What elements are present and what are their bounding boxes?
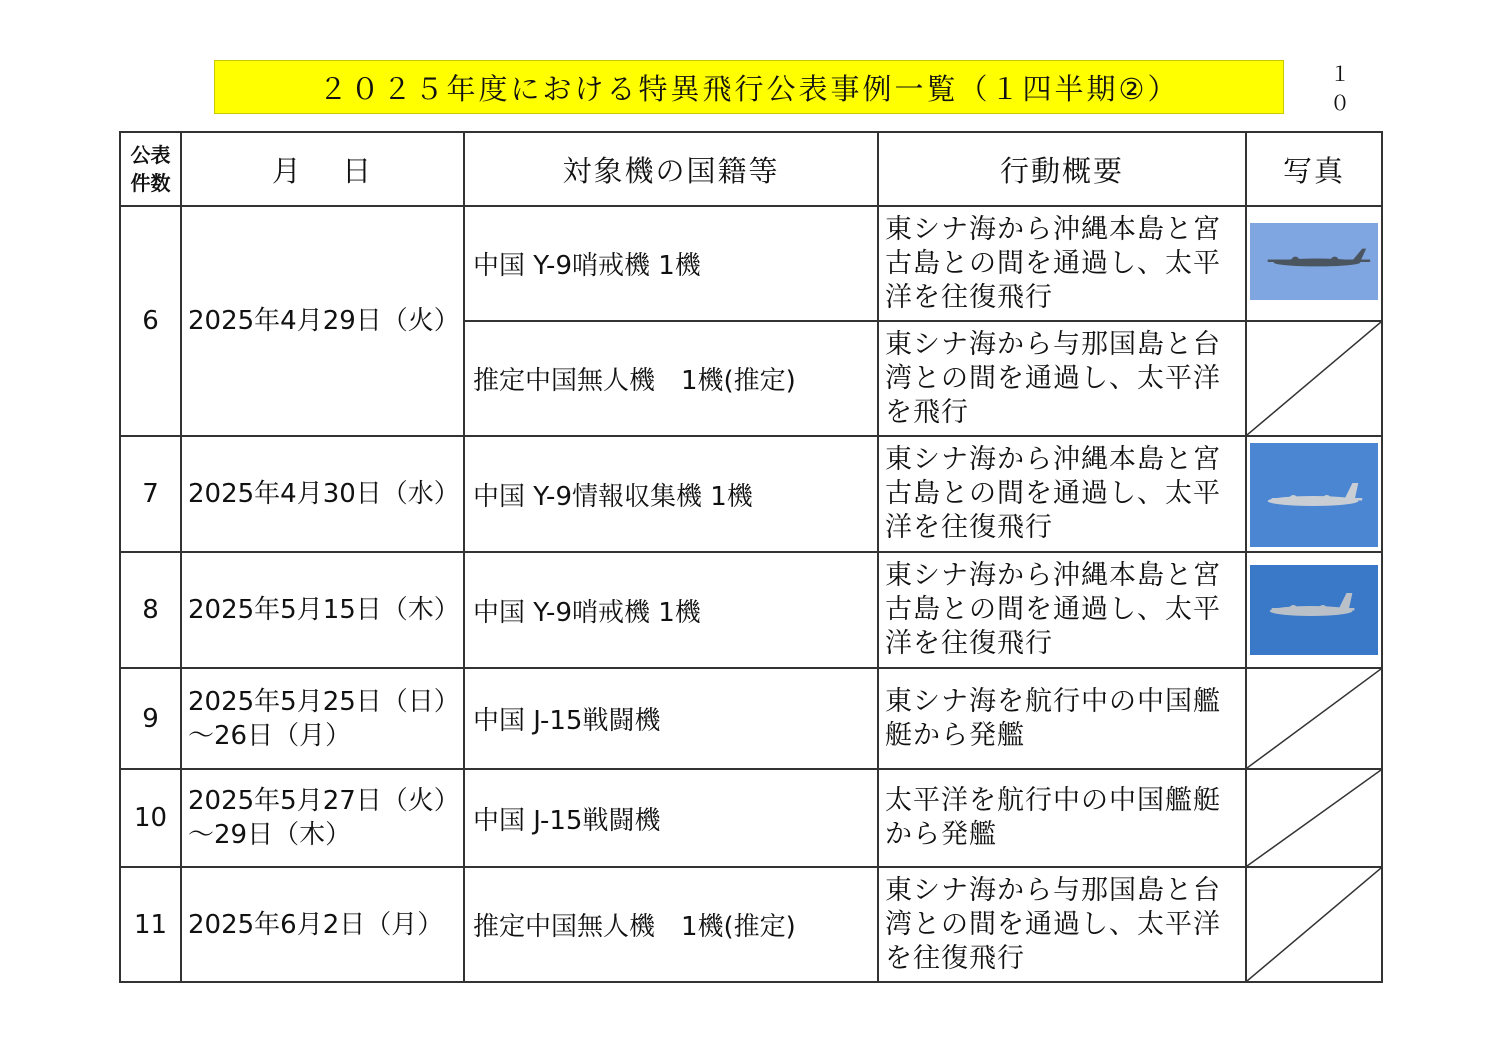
row-photo-empty (1246, 769, 1382, 867)
row-date: 2025年4月29日（火） (181, 206, 464, 436)
no-photo-slash (1247, 669, 1381, 768)
row-aircraft: 中国 Y-9哨戒機 1機 (464, 552, 878, 668)
row-number: 8 (120, 552, 181, 668)
row-action: 東シナ海から沖縄本島と宮古島との間を通過し、太平洋を往復飛行 (878, 552, 1246, 668)
row-action: 東シナ海から沖縄本島と宮古島との間を通過し、太平洋を往復飛行 (878, 436, 1246, 552)
aircraft-photo (1250, 565, 1378, 655)
row-aircraft: 中国 Y-9哨戒機 1機 (464, 206, 878, 321)
header-action: 行動概要 (878, 132, 1246, 206)
aircraft-photo-image (1250, 223, 1378, 300)
header-count-line1: 公表 (130, 143, 171, 167)
aircraft-photo-image (1250, 443, 1378, 547)
table-row (120, 552, 1382, 668)
row-photo (1246, 552, 1382, 668)
row-action: 太平洋を航行中の中国艦艇から発艦 (878, 769, 1246, 867)
row-date-line1: 2025年5月25日（日） (188, 686, 460, 717)
table-row (120, 206, 1382, 321)
row-photo-empty (1246, 321, 1382, 436)
table-row (120, 436, 1382, 552)
row-action: 東シナ海から与那国島と台湾との間を通過し、太平洋を往復飛行 (878, 867, 1246, 982)
row-photo (1246, 206, 1382, 321)
header-date-month: 月 (271, 153, 303, 188)
row-date: 2025年5月15日（木） (181, 552, 464, 668)
header-date (181, 132, 464, 206)
no-photo-slash (1247, 322, 1381, 435)
page-number: １０ (1330, 62, 1356, 115)
header-count (120, 132, 181, 206)
row-action: 東シナ海から与那国島と台湾との間を通過し、太平洋を飛行 (878, 321, 1246, 436)
flight-list-table (119, 131, 1383, 983)
row-date: 2025年6月2日（月） (181, 867, 464, 982)
aircraft-photo (1250, 443, 1378, 547)
row-number: 6 (120, 206, 181, 436)
no-photo-slash (1247, 770, 1381, 866)
header-count-line2: 件数 (130, 171, 171, 195)
row-number: 7 (120, 436, 181, 552)
aircraft-photo-image (1250, 565, 1378, 655)
row-date (181, 769, 464, 867)
aircraft-photo (1250, 223, 1378, 300)
table-row (120, 867, 1382, 982)
row-date-line2: ～26日（月） (188, 720, 352, 751)
table-row (120, 668, 1382, 769)
no-photo-slash (1247, 868, 1381, 981)
row-number: 10 (120, 769, 181, 867)
header-photo: 写真 (1246, 132, 1382, 206)
row-aircraft: 推定中国無人機 1機(推定) (464, 321, 878, 436)
table-row (120, 769, 1382, 867)
page-title: ２０２５年度における特異飛行公表事例一覧（１四半期②） (214, 60, 1284, 114)
row-action: 東シナ海から沖縄本島と宮古島との間を通過し、太平洋を往復飛行 (878, 206, 1246, 321)
row-photo-empty (1246, 867, 1382, 982)
row-aircraft: 中国 Y-9情報収集機 1機 (464, 436, 878, 552)
row-action: 東シナ海を航行中の中国艦艇から発艦 (878, 668, 1246, 769)
header-date-day: 日 (342, 153, 374, 188)
row-photo (1246, 436, 1382, 552)
row-number: 11 (120, 867, 181, 982)
row-aircraft: 中国 J-15戦闘機 (464, 769, 878, 867)
row-aircraft: 中国 J-15戦闘機 (464, 668, 878, 769)
row-date-line1: 2025年5月27日（火） (188, 786, 460, 816)
row-date-line2: ～29日（木） (188, 820, 352, 850)
header-aircraft: 対象機の国籍等 (464, 132, 878, 206)
row-aircraft: 推定中国無人機 1機(推定) (464, 867, 878, 982)
table-header-row (120, 132, 1382, 206)
row-number: 9 (120, 668, 181, 769)
row-photo-empty (1246, 668, 1382, 769)
row-date: 2025年4月30日（水） (181, 436, 464, 552)
row-date (181, 668, 464, 769)
